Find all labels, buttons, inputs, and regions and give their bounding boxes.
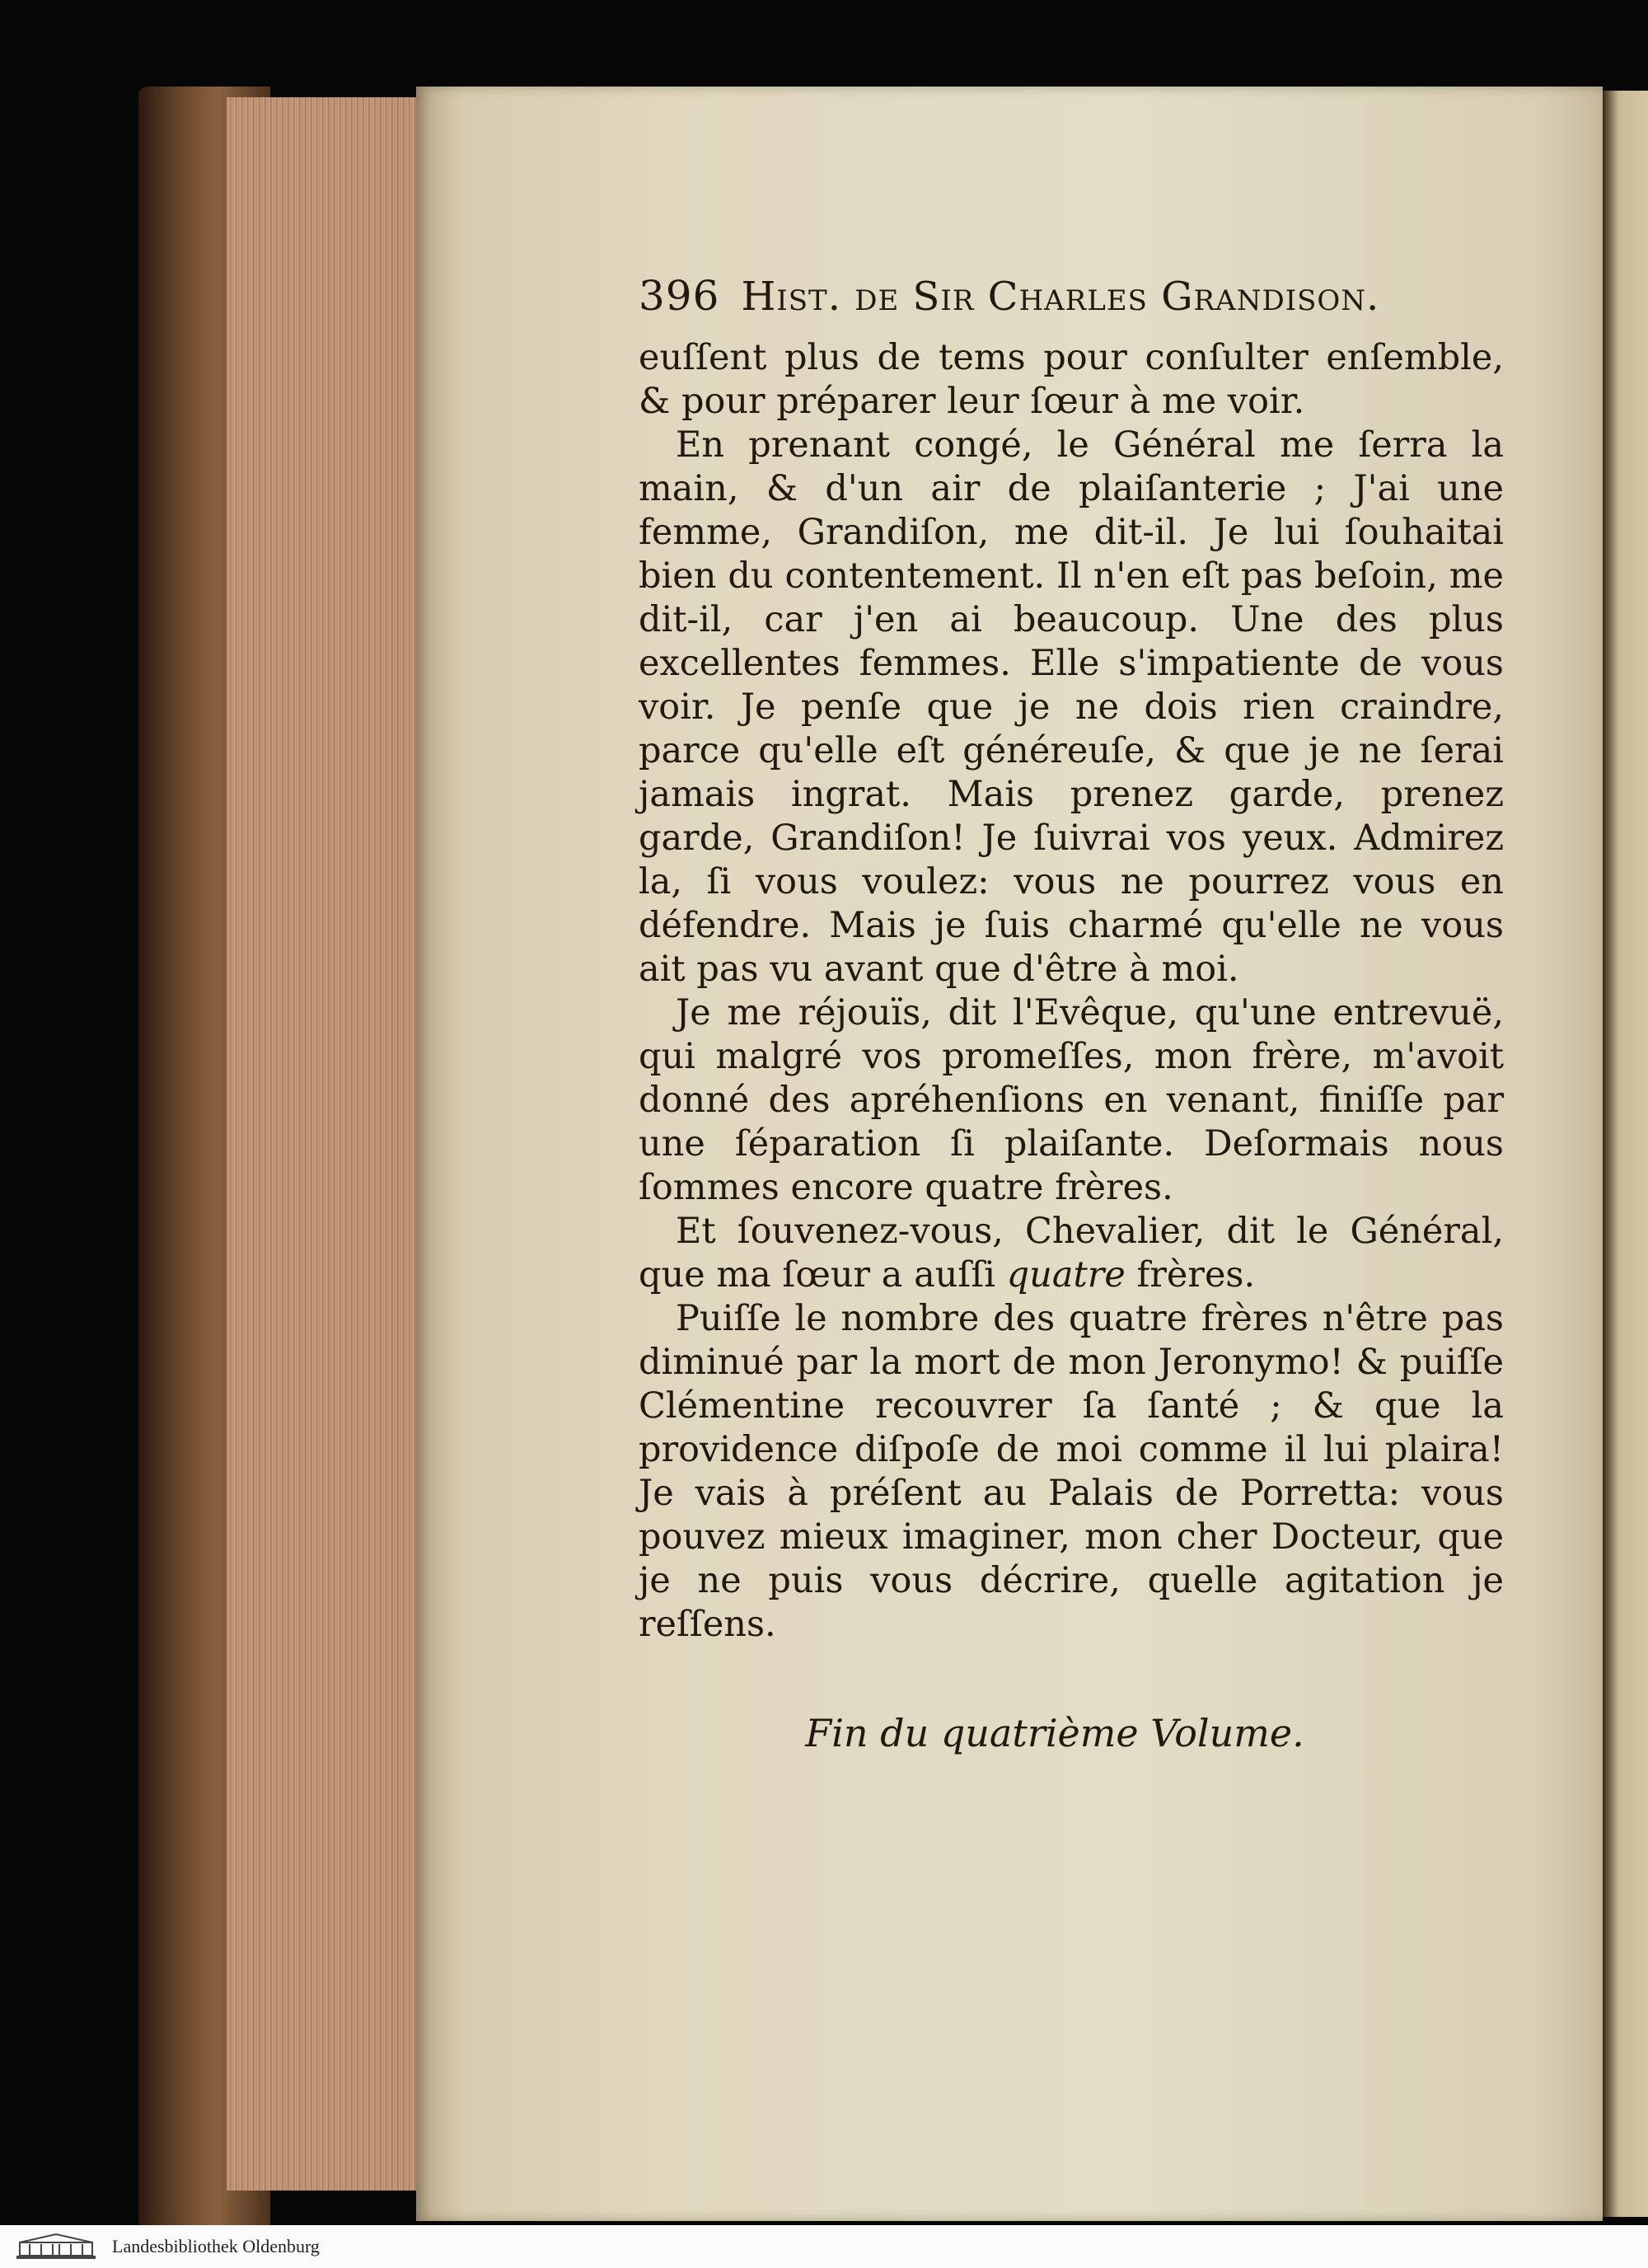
library-building-icon	[15, 2233, 97, 2261]
paragraph-4-italic-word: quatre	[1006, 1254, 1126, 1296]
text-block	[639, 272, 1504, 1755]
paragraph-1: euſſent plus de tems pour conſulter enſemble, & pour préparer leur ſœur à me voir.	[639, 337, 1504, 422]
paragraph-5: Puiſſe le nombre des quatre frères n'être pas diminué par la mort de mon Jeronymo! & puiſſe Clémentine recouvrer ſa ſanté ; & que la providence diſpoſe de moi comme il lui plaira! Je vais à préſent au Palais de Porretta: vous pouvez mieux imaginer, mon cher Docteur, que je ne puis vous décrire, quelle agitation je reſſens.	[639, 1298, 1504, 1645]
facing-page-edge	[1603, 91, 1648, 2217]
paragraph-4-text-start: Et ſouvenez-vous, Chevalier, dit le Général, que ma ſœur a auſſi	[639, 1211, 1504, 1296]
page-edges	[227, 97, 416, 2191]
paragraph-4	[639, 1210, 1504, 1297]
paragraph-2: En prenant congé, le Général me ſerra la main, & d'un air de plaiſanterie ; J'ai une femme, Grandiſon, me dit-il. Je lui ſouhaitai bien du contentement. Il n'en eſt pas beſoin, me dit-il, car j'en ai beaucoup. Une des plus excellentes femmes. Elle s'impatiente de vous voir. Je penſe que je ne dois rien craindre, parce qu'elle eſt généreuſe, & que je ne ſerai jamais ingrat. Mais prenez garde, prenez garde, Grandiſon! Je ſuivrai vos yeux. Admirez la, ſi vous voulez: vous ne pourrez vous en défendre. Mais je ſuis charmé qu'elle ne vous ait pas vu avant que d'être à moi.	[639, 424, 1504, 990]
running-title: Hist. de Sir Charles Grandison.	[741, 274, 1380, 320]
closing-line: Fin du quatrième Volume.	[805, 1711, 1304, 1755]
paragraph-3: Je me réjouïs, dit l'Evêque, qu'une entrevuë, qui malgré vos promeſſes, mon frère, m'avoit donné des apréhenſions en venant, finiſſe par une ſéparation ſi plaiſante. Deſormais nous ſommes encore quatre frères.	[639, 992, 1504, 1208]
page-number: 396	[639, 272, 720, 320]
library-name: Landesbibliothek Oldenburg	[112, 2236, 320, 2256]
running-head	[639, 272, 1504, 333]
footer-bar	[0, 2225, 1648, 2268]
paragraph-4-text-end: frères.	[1125, 1254, 1256, 1296]
